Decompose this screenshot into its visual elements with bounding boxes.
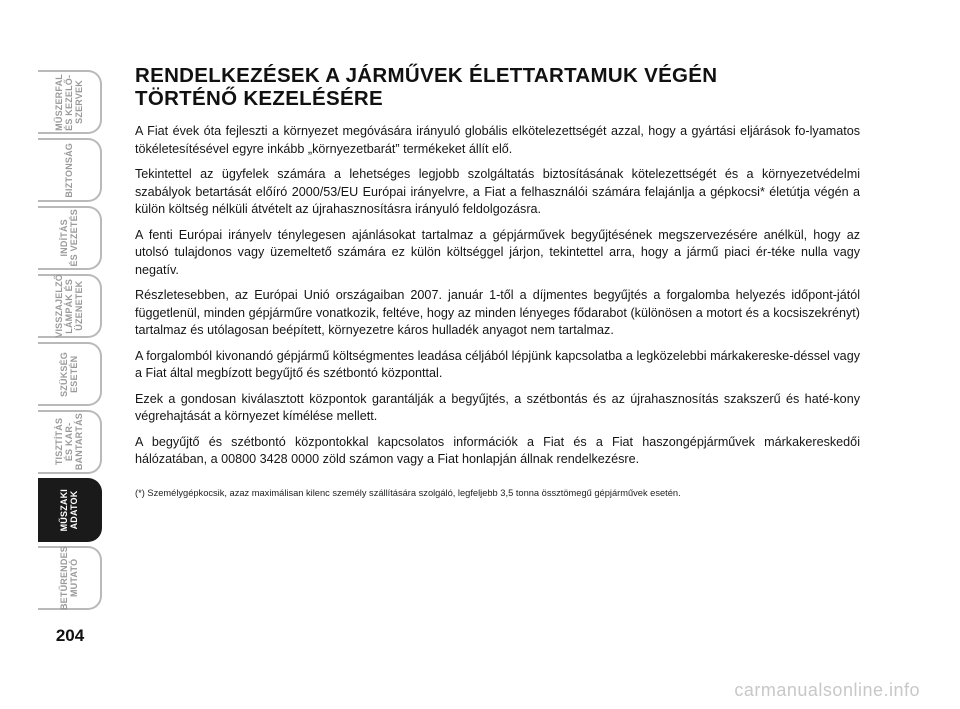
main-content <box>135 64 860 500</box>
tab-instruments-and-controls[interactable] <box>38 70 102 134</box>
footnote: (*) Személygépkocsik, azaz maximálisan kilenc személy szállítására szolgáló, legfeljebb 3,5 tonna össztömegű gépjárművek esetén. <box>135 487 681 498</box>
paragraph: A forgalomból kivonandó gépjármű költségmentes leadása céljából lépjünk kapcsolatba a legközelebbi márkakereske-déssel vagy a Fiat által megbízott begyűjtő és szétbontó központtal. <box>135 348 860 380</box>
tab-care-and-maintenance[interactable] <box>38 410 102 474</box>
tab-technical-data[interactable] <box>38 478 102 542</box>
paragraph: A begyűjtő és szétbontó központokkal kapcsolatos információk a Fiat és a Fiat haszongépjárművek márkakereskedői hálózatában, a 00800 3428 0000 zöld számon vagy a Fiat honlapján állnak rendelkezésre. <box>135 434 860 466</box>
paragraph: Ezek a gondosan kiválasztott központok garantálják a begyűjtés, a szétbontás és az újrahasznosítás szakszerű és haté-kony végrehajtását a környezet kímélése mellett. <box>135 391 860 423</box>
paragraph: A fenti Európai irányelv ténylegesen ajánlásokat tartalmaz a gépjárművek begyűjtésének megszervezésére anélkül, hogy az utolsó tulajdonos vagy üzemeltető számára ez külön költséggel járjon, tekintettel arra, hogy a jármű piaci ér-téke nulla vagy negatív. <box>135 227 860 277</box>
body-text <box>135 123 860 469</box>
tab-in-an-emergency[interactable] <box>38 342 102 406</box>
tab-starting-and-driving[interactable] <box>38 206 102 270</box>
tab-label: VISSZAJELZŐ LÁMPÁK ÉS ÜZENETEK <box>54 274 84 338</box>
tab-label: MŰSZAKI ADATOK <box>59 488 79 532</box>
tab-label: INDÍTÁS ÉS VEZETÉS <box>59 209 79 267</box>
tab-safety[interactable] <box>38 138 102 202</box>
tab-label: BETŰRENDES MUTATÓ <box>59 546 79 611</box>
tab-label: MŰSZERFAL ÉS KEZELŐ- SZERVEK <box>54 73 84 131</box>
paragraph: Részletesebben, az Európai Unió országaiban 2007. január 1-től a díjmentes begyűjtés a forgalomba helyezés időpont-jától függetlenül, minden gépjárműre vonatkozik, feltéve, hogy az minden lényeges fődarabot (különösen a motort és a kocsiszekrényt) tartalmaz és utólagosan beépített, környezetre káros hulladék anyagot nem tartalmaz. <box>135 288 860 337</box>
tab-alphabetical-index[interactable] <box>38 546 102 610</box>
page-number: 204 <box>55 626 85 645</box>
tab-warning-lights-and-messages[interactable] <box>38 274 102 338</box>
tab-label: BIZTONSÁG <box>64 142 74 198</box>
watermark: carmanualsonline.info <box>734 680 920 700</box>
tab-label: TISZTÍTÁS ÉS KAR- BANTARTÁS <box>54 413 84 471</box>
paragraph: A Fiat évek óta fejleszti a környezet megóvására irányuló globális elkötelezettségét azzal, hogy a gyártási eljárások fo-lyamatos tökéletesítésével egyre inkább „környezetbarát” termékeket állít elő. <box>135 124 860 156</box>
paragraph: Tekintettel az ügyfelek számára a lehetséges legjobb szolgáltatás biztosításának kötelezettségét és a környezetvédelmi szabályok betartását előíró 2000/53/EU Európai irányelvre, a Fiat a felhasználói számára felajánlja a gépkocsi* életútja végén a külön költség nélküli átvételt az újrahasznosításra irányuló feldolgozásra. <box>135 167 860 216</box>
tab-label: SZÜKSÉG ESETÉN <box>59 351 79 397</box>
page-title: RENDELKEZÉSEK A JÁRMŰVEK ÉLETTARTAMUK VÉGÉN TÖRTÉNŐ KEZELÉSÉRE <box>135 64 718 110</box>
